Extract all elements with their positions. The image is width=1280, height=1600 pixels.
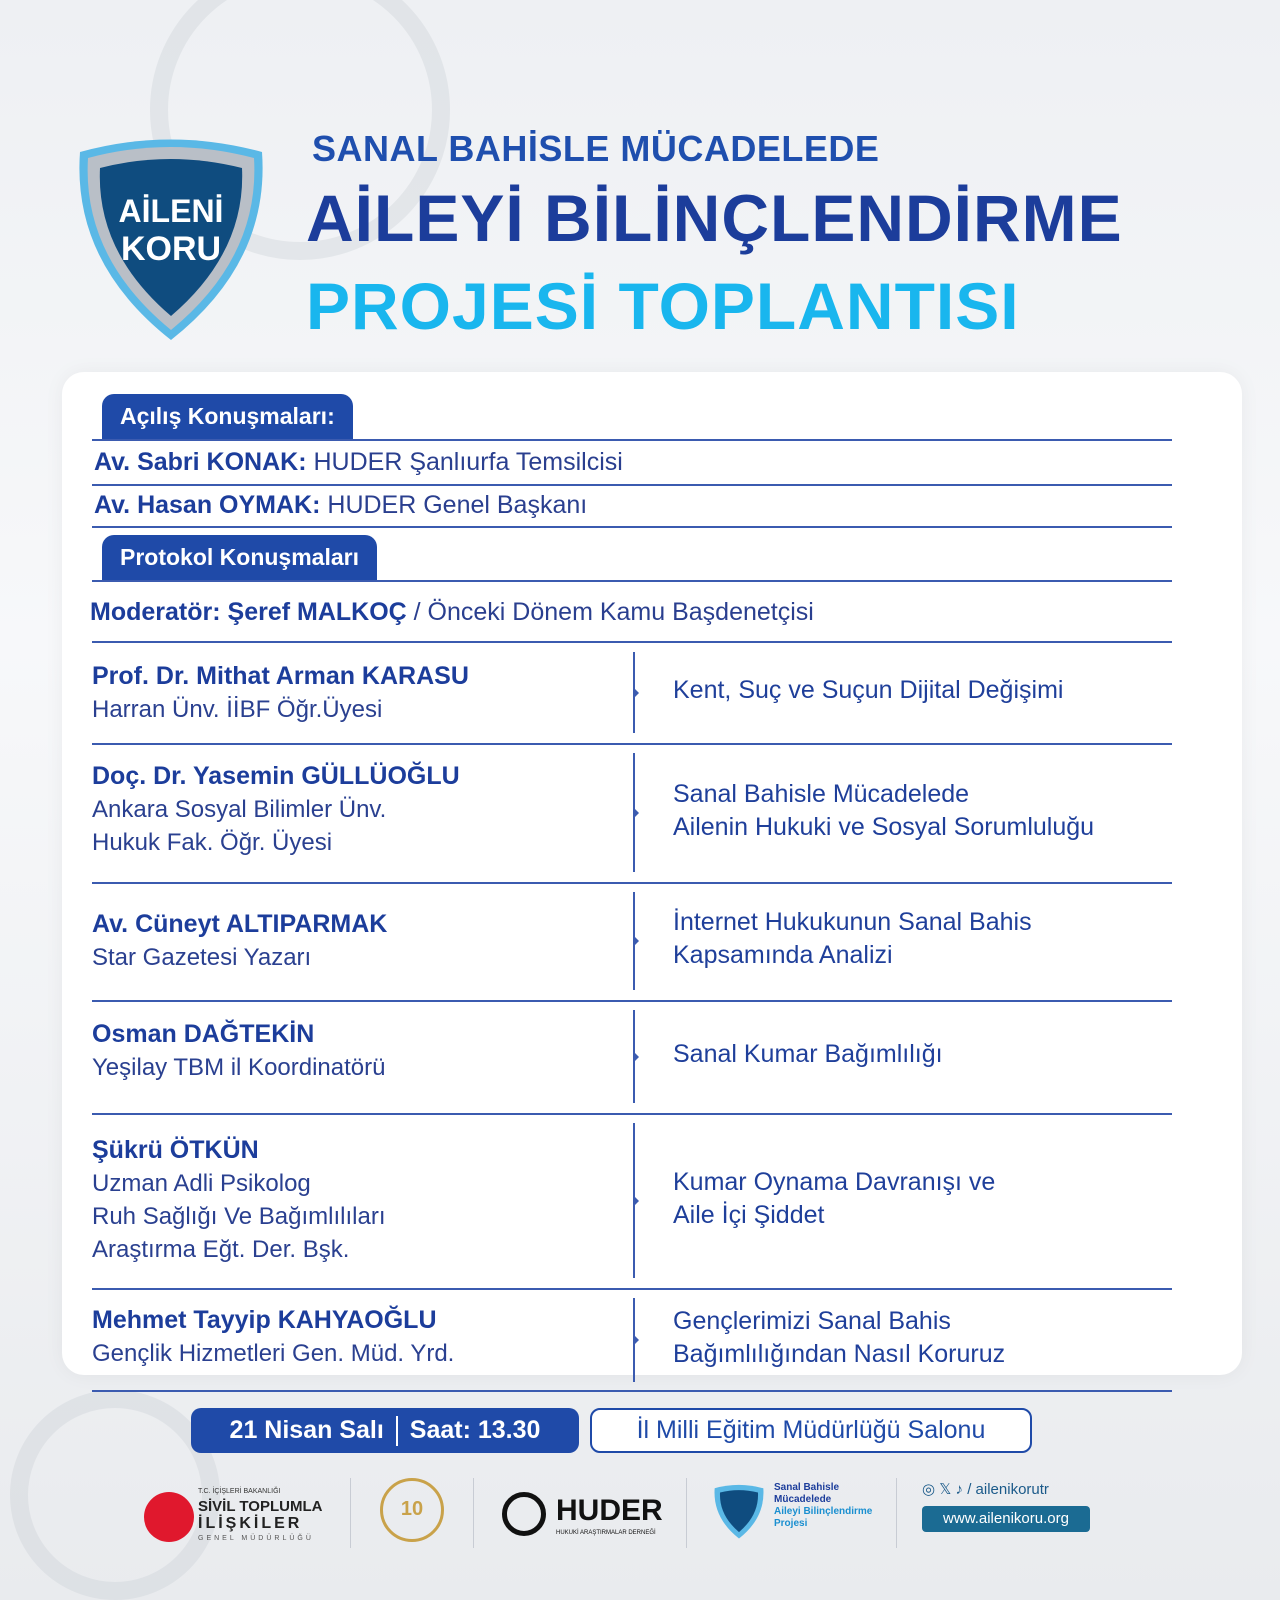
speaker-info [92,1018,385,1084]
speech-topic [673,1038,943,1071]
speaker-name: Osman DAĞTEKİN [92,1020,315,1048]
row-divider [633,1123,635,1278]
divider [92,1113,1172,1115]
topic-line: Bağımlılığından Nasıl Koruruz [673,1340,1006,1368]
divider [92,439,1172,441]
venue-badge [590,1408,1032,1453]
topic-line: Kapsamında Analizi [673,941,893,969]
divider [92,1288,1172,1290]
project-line: Projesi [774,1518,808,1529]
event-date: 21 Nisan Salı [229,1416,384,1444]
stk-ministry: T.C. İÇİŞLERİ BAKANLIĞI [198,1488,281,1495]
speaker-info [92,908,387,974]
section-tab-opening: Açılış Konuşmaları: [102,394,353,440]
title-line-3: PROJESİ TOPLANTISI [306,269,1020,343]
topic-line: Ailenin Hukuki ve Sosyal Sorumluluğu [673,812,1095,841]
speaker-info [92,1304,454,1370]
divider [92,641,1172,643]
divider [92,1000,1172,1002]
project-line: Aileyi Bilinçlendirme [774,1506,873,1517]
title-line-2: AİLEYİ BİLİNÇLENDİRME [306,181,1123,255]
x-icon[interactable]: 𝕏 [939,1481,952,1498]
tiktok-icon[interactable]: ♪ [955,1481,964,1498]
row-divider [633,892,635,990]
social-handle[interactable]: / ailenikorutr [967,1481,1049,1498]
section-tab-protocol: Protokol Konuşmaları [102,535,377,581]
anniversary-number: 10 [380,1478,444,1542]
topic-line: Sanal Kumar Bağımlılığı [673,1040,943,1068]
speaker-name: Doç. Dr. Yasemin GÜLLÜOĞLU [92,762,460,790]
stk-emblem [144,1492,194,1542]
speaker-name: Av. Cüneyt ALTIPARMAK [92,910,388,938]
topic-line: Kent, Suç ve Suçun Dijital Değişimi [673,676,1064,704]
svg-text:KORU: KORU [120,230,222,268]
topic-line: Gençlerimizi Sanal Bahis [673,1307,951,1335]
speaker-name: Prof. Dr. Mithat Arman KARASU [92,662,469,690]
project-line: Mücadelede [774,1494,832,1505]
speaker-name: Mehmet Tayyip KAHYAOĞLU [92,1306,437,1334]
divider [473,1478,474,1548]
title-line-1: SANAL BAHİSLE MÜCADELEDE [312,128,880,169]
row-divider [633,1010,635,1103]
huder-name: HUDER [556,1494,663,1527]
topic-line: İnternet Hukukunun Sanal Bahis [673,908,1032,936]
event-venue: İl Milli Eğitim Müdürlüğü Salonu [636,1416,986,1444]
instagram-icon[interactable]: ◎ [922,1481,936,1498]
svg-text:AİLENİ: AİLENİ [118,193,224,229]
divider [92,743,1172,745]
speech-topic [673,1305,1005,1371]
stk-line1: SİVİL TOPLUMLA [198,1498,323,1515]
divider [92,1390,1172,1392]
stk-line3: GENEL MÜDÜRLÜĞÜ [198,1535,314,1542]
row-divider [633,753,635,872]
speaker-role: Harran Ünv. İİBF Öğr.Üyesi [92,696,383,723]
divider [92,882,1172,884]
divider [92,580,1172,582]
date-time-badge [191,1408,579,1453]
huder-emblem [502,1492,546,1536]
aileni-koru-shield-logo [70,132,272,342]
speaker-role: Araştırma Eğt. Der. Bşk. [92,1236,350,1263]
stk-logo [140,1468,330,1558]
speaker-role: Yeşilay TBM il Koordinatörü [92,1054,386,1081]
speech-topic [673,1166,995,1232]
speaker-info [92,660,469,726]
speaker-role: Star Gazetesi Yazarı [92,944,312,971]
speaker-role: Uzman Adli Psikolog [92,1170,311,1197]
separator [396,1416,398,1446]
topic-line: Aile İçi Şiddet [673,1200,825,1229]
divider [92,526,1172,528]
huder-subtitle: HUKUKİ ARAŞTIRMALAR DERNEĞİ [556,1530,656,1536]
row-divider [633,1298,635,1382]
project-line: Sanal Bahisle [774,1482,840,1493]
project-logo [712,1468,882,1558]
opening-speaker: Av. Sabri KONAK: HUDER Şanlıurfa Temsilcisi [94,448,623,476]
divider [92,484,1172,486]
speech-topic [673,674,1063,707]
speaker-name: Şükrü ÖTKÜN [92,1136,259,1164]
stk-line2: İLİŞKİLER [198,1515,303,1532]
row-divider [633,652,635,733]
speaker-role: Gençlik Hizmetleri Gen. Müd. Yrd. [92,1340,455,1367]
divider [350,1478,351,1548]
shield-icon [712,1480,766,1542]
speech-topic [673,778,1094,844]
website-link[interactable]: www.ailenikoru.org [922,1506,1090,1532]
speaker-role: Ankara Sosyal Bilimler Ünv. [92,796,387,823]
topic-line: Kumar Oynama Davranışı ve [673,1167,996,1196]
anniversary-logo [378,1468,446,1558]
event-time: Saat: 13.30 [409,1416,541,1444]
speaker-info [92,760,460,859]
topic-line: Sanal Bahisle Mücadelede [673,779,970,808]
moderator: Moderatör: Şeref MALKOÇ / Önceki Dönem Kamu Başdenetçisi [90,598,814,626]
speech-topic [673,906,1032,972]
divider [686,1478,687,1548]
speaker-role: Ruh Sağlığı Ve Bağımlılıları [92,1203,386,1230]
opening-speaker: Av. Hasan OYMAK: HUDER Genel Başkanı [94,491,588,519]
divider [896,1478,897,1548]
huder-logo [502,1468,662,1558]
speaker-role: Hukuk Fak. Öğr. Üyesi [92,829,333,856]
social-block [922,1468,1102,1558]
speaker-info [92,1134,385,1266]
